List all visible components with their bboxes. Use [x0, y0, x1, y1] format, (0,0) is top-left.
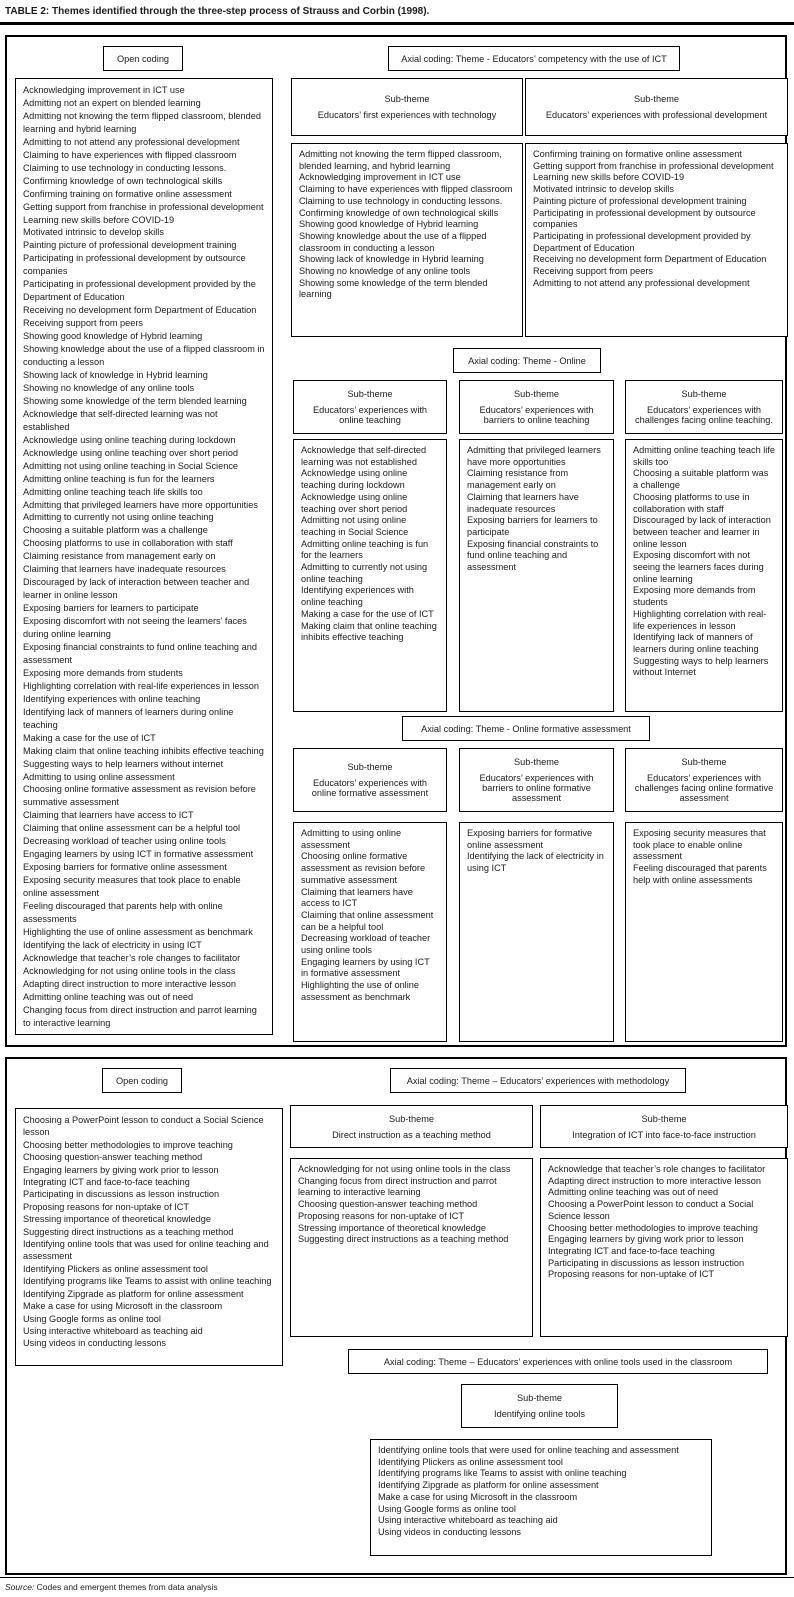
- code-item: Admitting that privileged learners have more opportunities: [467, 445, 601, 467]
- code-item: Acknowledge that teacher’s role changes to facilitator: [23, 952, 241, 963]
- code-item: Integrating ICT and face-to-face teaching: [548, 1245, 715, 1256]
- subtheme-box-challenges-formative-assessment: [625, 748, 783, 812]
- code-item: Admitting to using online assessment: [301, 828, 402, 850]
- code-item: Getting support from franchise in professional development: [533, 160, 774, 171]
- code-item: Learning new skills before COVID-19: [23, 214, 175, 225]
- subtheme-box-identifying-online-tools: [461, 1384, 618, 1428]
- code-item: Identifying online tools that was used for online teaching and assessment: [23, 1239, 269, 1262]
- subtheme-title: Educators’ experiences with challenges facing online teaching.: [635, 405, 773, 425]
- code-item: Acknowledge that self-directed learning was not established: [301, 445, 427, 467]
- subtheme-word: Sub-theme: [514, 757, 559, 767]
- code-item: Receiving support from peers: [23, 318, 144, 329]
- code-item: Claiming to use technology in conducting lessons.: [23, 162, 227, 173]
- code-item: Participating in discussions as lesson instruction: [548, 1257, 745, 1268]
- code-item: Getting support from franchise in professional development: [23, 201, 264, 212]
- code-item: Admitting online teaching was out of need: [548, 1187, 719, 1198]
- code-item: Suggesting direct instructions as a teaching method: [23, 1226, 234, 1237]
- subtheme-title: Identifying online tools: [494, 1409, 585, 1419]
- code-item: Suggesting direct instructions as a teaching method: [298, 1234, 509, 1245]
- code-item: Painting picture of professional development training: [533, 195, 747, 206]
- code-item: Choosing a PowerPoint lesson to conduct a Social Science lesson: [23, 1115, 264, 1138]
- code-item: Participating in professional development provided by Department of Education: [533, 230, 751, 253]
- code-item: Making a case for the use of ICT: [23, 732, 156, 743]
- code-item: Using Google forms as online tool: [23, 1313, 161, 1324]
- subtheme-title: Educators’ experiences with online teaching: [312, 405, 428, 425]
- code-item: Showing no knowledge of any online tools: [299, 266, 471, 277]
- code-item: Make a case for using Microsoft in the classroom: [378, 1491, 578, 1502]
- code-item: Choosing online formative assessment as revision before summative assessment: [301, 851, 426, 885]
- code-item: Participating in discussions as lesson instruction: [23, 1189, 220, 1200]
- code-item: Acknowledge using online teaching during lockdown: [23, 434, 236, 445]
- subtheme-box-professional-development: [525, 78, 788, 136]
- code-item: Participating in professional development provided by the Department of Education: [23, 279, 256, 303]
- code-item: Identifying Plickers as online assessment tool: [23, 1263, 208, 1274]
- source-label: Source:: [5, 1582, 35, 1592]
- axial-heading-online: Axial coding: Theme - Online: [453, 348, 601, 373]
- code-item: Using interactive whiteboard as teaching aid: [378, 1515, 558, 1526]
- source-note: [5, 1582, 218, 1592]
- code-item: Choosing platforms to use in collaboration with staff: [633, 491, 750, 514]
- code-item: Acknowledging for not using online tools in the class: [23, 965, 236, 976]
- codes-list-direct-instruction: [290, 1158, 533, 1337]
- open-coding-heading-1: Open coding: [103, 46, 183, 71]
- subtheme-box-direct-instruction: [290, 1105, 533, 1148]
- code-item: Proposing reasons for non-uptake of ICT: [548, 1269, 714, 1280]
- code-item: Identifying online tools that were used for online teaching and assessment: [378, 1445, 679, 1455]
- source-rule: [0, 1577, 794, 1578]
- code-item: Admitting not knowing the term flipped classroom, blended learning, and hybrid learning: [299, 149, 502, 171]
- code-item: Feeling discouraged that parents help with online assessments: [23, 901, 223, 924]
- code-item: Admitting online teaching was out of need: [23, 991, 194, 1002]
- code-item: Admitting online teaching is fun for the learners: [23, 473, 215, 484]
- code-item: Claiming resistance from management early on: [23, 551, 216, 562]
- subtheme-word: Sub-theme: [514, 389, 559, 399]
- code-item: Choosing online formative assessment as revision before summative assessment: [23, 784, 256, 808]
- title-rule: [0, 22, 794, 25]
- code-item: Decreasing workload of teacher using online tools: [301, 933, 431, 956]
- code-item: Receiving no development form Department of Education: [23, 305, 257, 316]
- open-coding-heading-2: Open coding: [102, 1068, 182, 1093]
- code-item: Exposing financial constraints to fund online teaching and assessment: [23, 641, 257, 665]
- code-item: Exposing discomfort with not seeing the learners faces during online learning: [633, 550, 764, 584]
- code-item: Admitting that privileged learners have more opportunities: [23, 499, 258, 510]
- code-item: Admitting to using online assessment: [23, 771, 175, 782]
- source-text: Codes and emergent themes from data analysis: [36, 1582, 218, 1592]
- code-item: Exposing barriers for formative online assessment: [467, 828, 593, 850]
- code-item: Engaging learners by using ICT in formative assessment: [23, 849, 254, 860]
- subtheme-title: Educators’ experiences with barriers to online formative assessment: [479, 773, 594, 803]
- code-item: Exposing security measures that took place to enable online assessment: [633, 828, 766, 862]
- code-item: Claiming that online assessment can be a helpful tool: [301, 909, 434, 932]
- code-item: Admitting online teaching teach life skills too: [23, 486, 203, 497]
- code-item: Claiming that learners have inadequate resources: [467, 491, 579, 514]
- code-item: Claiming resistance from management early on: [467, 468, 569, 491]
- panel-competency-online-assessment: [5, 35, 787, 1047]
- codes-list-identifying-online-tools: [370, 1439, 712, 1556]
- code-item: Claiming to use technology in conducting lessons.: [299, 195, 503, 206]
- code-item: Feeling discouraged that parents help with online assessments: [633, 863, 767, 885]
- code-item: Choosing a suitable platform was a challenge: [23, 525, 208, 536]
- subtheme-word: Sub-theme: [347, 389, 393, 399]
- code-item: Identifying Zipgrade as platform for online assessment: [378, 1480, 599, 1491]
- code-item: Admitting to not attend any professional development: [23, 136, 240, 147]
- code-item: Acknowledge using online teaching over short period: [23, 447, 239, 458]
- code-item: Integrating ICT and face-to-face teaching: [23, 1177, 190, 1188]
- subtheme-word: Sub-theme: [347, 762, 393, 772]
- panel-methodology-online-tools: [5, 1057, 787, 1575]
- codes-list-integration-ict: [540, 1158, 788, 1337]
- codes-list-online-formative-assessment: [293, 822, 447, 1042]
- subtheme-box-barriers-formative-assessment: [459, 748, 614, 812]
- code-item: Admitting online teaching teach life skills too: [633, 445, 775, 467]
- codes-list-challenges-online-teaching: [625, 439, 783, 712]
- code-item: Admitting not using online teaching in Social Science: [23, 460, 239, 471]
- code-item: Identifying the lack of electricity in using ICT: [23, 939, 202, 950]
- code-item: Confirming training on formative online assessment: [533, 149, 742, 159]
- open-codes-list-1: [15, 78, 273, 1035]
- codes-list-barriers-online-teaching: [459, 439, 614, 712]
- code-item: Adapting direct instruction to more interactive lesson: [548, 1175, 761, 1186]
- code-item: Making a case for the use of ICT: [301, 608, 434, 619]
- subtheme-box-online-teaching: [293, 380, 447, 434]
- code-item: Identifying lack of manners of learners during online teaching: [633, 632, 759, 654]
- code-item: Acknowledging improvement in ICT use: [23, 85, 185, 95]
- code-item: Admitting to currently not using online teaching: [23, 512, 214, 523]
- code-item: Identifying Plickers as online assessment tool: [378, 1456, 563, 1467]
- codes-list-professional-development: [525, 143, 788, 337]
- code-item: Exposing barriers for learners to participate: [467, 515, 598, 537]
- code-item: Exposing discomfort with not seeing the learners’ faces during online learning: [23, 616, 247, 640]
- code-item: Identifying the lack of electricity in using ICT: [467, 851, 604, 874]
- axial-heading-online-formative-assessment: Axial coding: Theme - Online formative assessment: [402, 716, 650, 741]
- code-item: Claiming to have experiences with flipped classroom: [299, 184, 513, 195]
- code-item: Highlighting correlation with real-life experiences in lesson: [633, 608, 767, 631]
- code-item: Highlighting correlation with real-life experiences in lesson: [23, 680, 259, 691]
- subtheme-box-barriers-online-teaching: [459, 380, 614, 434]
- code-item: Make a case for using Microsoft in the classroom: [23, 1301, 223, 1312]
- code-item: Changing focus from direct instruction and parrot learning to interactive learning: [298, 1175, 497, 1198]
- code-item: Choosing platforms to use in collaboration with staff: [23, 538, 233, 549]
- code-item: Confirming knowledge of own technological skills: [23, 175, 223, 186]
- code-item: Participating in professional development by outsource companies: [23, 253, 246, 277]
- code-item: Identifying experiences with online teaching: [23, 693, 201, 704]
- code-item: Motivated intrinsic to develop skills: [23, 227, 164, 238]
- code-item: Acknowledge using online teaching during lockdown: [301, 468, 408, 491]
- code-item: Showing no knowledge of any online tools: [23, 382, 195, 393]
- subtheme-title: Direct instruction as a teaching method: [332, 1129, 491, 1140]
- code-item: Choosing better methodologies to improve teaching: [23, 1139, 233, 1150]
- code-item: Showing lack of knowledge in Hybrid learning: [23, 369, 208, 380]
- subtheme-word: Sub-theme: [384, 94, 430, 104]
- subtheme-title: Integration of ICT into face-to-face instruction: [572, 1129, 756, 1140]
- subtheme-box-first-experiences: [291, 78, 523, 136]
- code-item: Showing knowledge about the use of a flipped classroom in conducting a lesson: [299, 230, 487, 253]
- axial-heading-online-tools: Axial coding: Theme – Educators’ experiences with online tools used in the classroom: [348, 1349, 768, 1374]
- code-item: Choosing a PowerPoint lesson to conduct a Social Science lesson: [548, 1199, 754, 1221]
- codes-list-challenges-formative-assessment: [625, 822, 783, 1042]
- codes-list-online-teaching: [293, 439, 447, 712]
- code-item: Highlighting the use of online assessment as benchmark: [301, 980, 419, 1002]
- code-item: Claiming that online assessment can be a helpful tool: [23, 823, 241, 834]
- code-item: Exposing more demands from students: [23, 667, 183, 678]
- code-item: Learning new skills before COVID-19: [533, 172, 685, 183]
- code-item: Exposing more demands from students: [633, 585, 756, 608]
- code-item: Showing lack of knowledge in Hybrid learning: [299, 254, 484, 265]
- code-item: Claiming that learners have access to ICT: [301, 886, 413, 909]
- code-item: Admitting not using online teaching in Social Science: [301, 515, 409, 537]
- code-item: Admitting to not attend any professional development: [533, 277, 750, 288]
- code-item: Painting picture of professional development training: [23, 240, 237, 251]
- code-item: Showing good knowledge of Hybrid learning: [299, 219, 479, 230]
- subtheme-box-integration-ict: [540, 1105, 788, 1148]
- code-item: Identifying Zipgrade as platform for online assessment: [23, 1288, 244, 1299]
- subtheme-word: Sub-theme: [634, 94, 679, 104]
- subtheme-word: Sub-theme: [681, 389, 727, 399]
- code-item: Acknowledge using online teaching over short period: [301, 491, 408, 514]
- code-item: Choosing a suitable platform was a challenge: [633, 468, 769, 491]
- code-item: Engaging learners by giving work prior to lesson: [548, 1234, 744, 1245]
- code-item: Using videos in conducting lessons: [378, 1526, 521, 1537]
- codes-list-first-experiences: [291, 143, 523, 337]
- code-item: Using Google forms as online tool: [378, 1503, 516, 1514]
- code-item: Acknowledging improvement in ICT use: [299, 172, 461, 183]
- code-item: Exposing financial constraints to fund online teaching and assessment: [467, 538, 599, 573]
- code-item: Stressing importance of theoretical knowledge: [23, 1214, 211, 1225]
- code-item: Suggesting ways to help learners without internet: [23, 758, 224, 769]
- codes-list-barriers-formative-assessment: [459, 822, 614, 1042]
- code-item: Showing some knowledge of the term blended learning: [299, 277, 488, 300]
- code-item: Suggesting ways to help learners without Internet: [633, 655, 769, 678]
- code-item: Acknowledge that teacher’s role changes to facilitator: [548, 1164, 766, 1174]
- code-item: Choosing better methodologies to improve teaching: [548, 1222, 758, 1233]
- code-item: Claiming that learners have inadequate resources: [23, 564, 226, 575]
- code-item: Participating in professional development by outsource companies: [533, 207, 756, 230]
- code-item: Making claim that online teaching inhibits effective teaching: [23, 745, 264, 756]
- code-item: Proposing reasons for non-uptake of ICT: [23, 1201, 189, 1212]
- code-item: Choosing question-answer teaching method: [23, 1152, 203, 1163]
- code-item: Claiming to have experiences with flipped classroom: [23, 149, 237, 160]
- code-item: Admitting not an expert on blended learning: [23, 97, 201, 108]
- code-item: Engaging learners by giving work prior to lesson: [23, 1164, 219, 1175]
- code-item: Stressing importance of theoretical knowledge: [298, 1222, 486, 1233]
- code-item: Proposing reasons for non-uptake of ICT: [298, 1210, 464, 1221]
- axial-heading-methodology: Axial coding: Theme – Educators’ experiences with methodology: [390, 1068, 686, 1093]
- code-item: Confirming training on formative online assessment: [23, 188, 232, 199]
- axial-heading-ict-competency: Axial coding: Theme - Educators’ competency with the use of ICT: [388, 46, 680, 71]
- code-item: Acknowledging for not using online tools in the class: [298, 1164, 511, 1174]
- code-item: Changing focus from direct instruction and parrot learning to interactive learning: [23, 1004, 257, 1028]
- code-item: Identifying programs like Teams to assist with online teaching: [378, 1468, 627, 1479]
- subtheme-title: Educators’ experiences with professional development: [545, 110, 768, 120]
- code-item: Using videos in conducting lessons: [23, 1338, 166, 1349]
- subtheme-word: Sub-theme: [389, 1113, 434, 1124]
- code-item: Identifying experiences with online teaching: [301, 585, 414, 608]
- code-item: Showing some knowledge of the term blended learning: [23, 395, 247, 406]
- code-item: Motivated intrinsic to develop skills: [533, 184, 674, 195]
- code-item: Discouraged by lack of interaction between teacher and learner in online lesson: [633, 515, 771, 549]
- table-title: TABLE 2: Themes identified through the three-step process of Strauss and Corbin (1998).: [5, 6, 430, 17]
- code-item: Using interactive whiteboard as teaching aid: [23, 1325, 203, 1336]
- code-item: Admitting to currently not using online teaching: [301, 562, 428, 584]
- code-item: Choosing question-answer teaching method: [298, 1199, 478, 1210]
- subtheme-word: Sub-theme: [641, 1113, 687, 1124]
- subtheme-word: Sub-theme: [681, 757, 727, 767]
- code-item: Making claim that online teaching inhibits effective teaching: [301, 620, 437, 643]
- open-codes-list-2: [15, 1108, 283, 1366]
- code-item: Admitting online teaching is fun for the learners: [301, 538, 429, 561]
- code-item: Exposing barriers for learners to participate: [23, 603, 199, 614]
- subtheme-title: Educators’ experiences with barriers to online teaching: [479, 405, 594, 425]
- code-item: Highlighting the use of online assessment as benchmark: [23, 926, 253, 937]
- code-item: Acknowledge that self-directed learning was not established: [23, 408, 218, 432]
- subtheme-word: Sub-theme: [517, 1393, 562, 1403]
- code-item: Receiving support from peers: [533, 266, 654, 277]
- subtheme-box-challenges-online-teaching: [625, 380, 783, 434]
- code-item: Showing good knowledge of Hybrid learning: [23, 331, 203, 342]
- subtheme-title: Educators’ first experiences with technology: [317, 110, 497, 120]
- code-item: Identifying programs like Teams to assist with online teaching: [23, 1276, 272, 1287]
- code-item: Admitting not knowing the term flipped classroom, blended learning and hybrid learning: [23, 110, 261, 134]
- subtheme-title: Educators’ experiences with challenges facing online formative assessment: [634, 773, 774, 803]
- code-item: Adapting direct instruction to more interactive lesson: [23, 978, 236, 989]
- code-item: Confirming knowledge of own technological skills: [299, 207, 499, 218]
- code-item: Exposing barriers for formative online assessment: [23, 862, 227, 873]
- code-item: Decreasing workload of teacher using online tools: [23, 836, 226, 847]
- code-item: Claiming that learners have access to ICT: [23, 810, 194, 821]
- code-item: Showing knowledge about the use of a flipped classroom in conducting a lesson: [23, 344, 265, 368]
- code-item: Identifying lack of manners of learners during online teaching: [23, 706, 234, 730]
- code-item: Receiving no development form Department of Education: [533, 254, 767, 265]
- subtheme-box-online-formative-assessment: [293, 748, 447, 812]
- subtheme-title: Educators’ experiences with online formative assessment: [311, 778, 429, 798]
- code-item: Discouraged by lack of interaction between teacher and learner in online lesson: [23, 577, 250, 601]
- code-item: Engaging learners by using ICT in formative assessment: [301, 956, 430, 979]
- code-item: Exposing security measures that took place to enable online assessment: [23, 875, 241, 899]
